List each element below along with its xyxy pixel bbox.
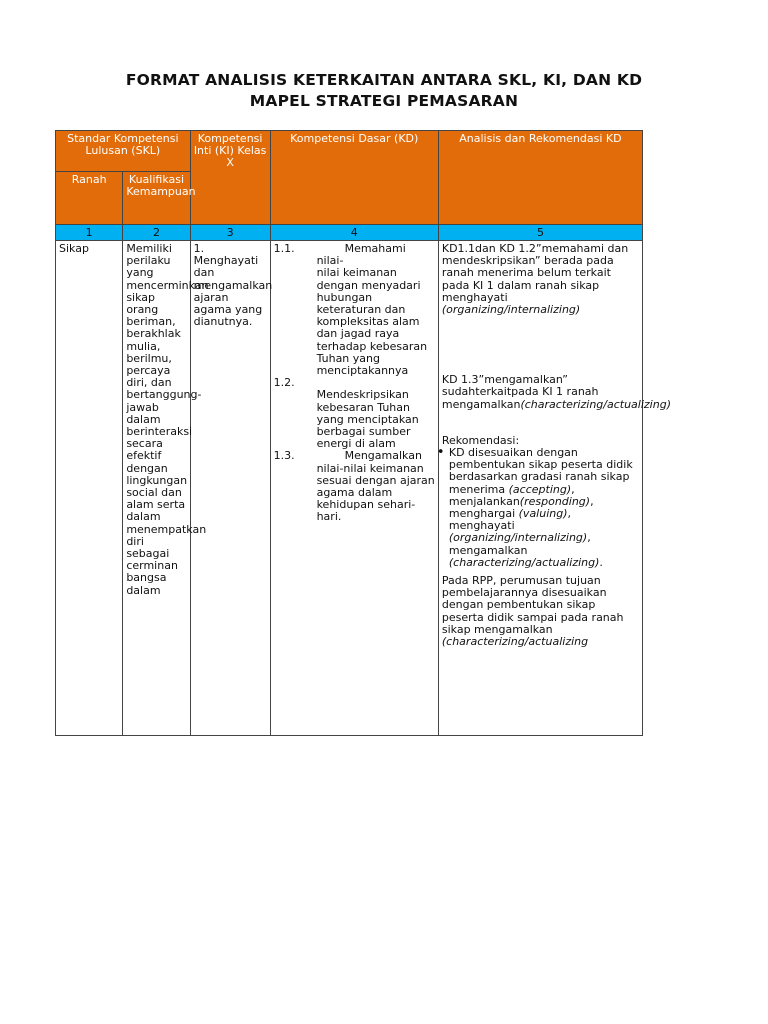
header-row-1 [56, 131, 643, 172]
header-kd: Kompetensi Dasar (KD) [270, 131, 438, 225]
header-ranah: Ranah [56, 172, 123, 225]
header-skl: Standar Kompetensi Lulusan (SKL) [56, 131, 191, 172]
column-number-5: 5 [438, 225, 642, 241]
analysis-paragraph-1: KD1.1dan KD 1.2”memahami dan mendeskripsikan” berada pada ranah menerima belum terkait pada KI 1 dalam ranah sikap menghayati (organizing/internalizing) [441, 242, 629, 317]
cell-kualifikasi: Memiliki perilaku yang mencerminkan sikap orang beriman, berakhlak mulia, berilmu, percaya diri, dan bertanggung-jawab dalam berinteraksi secara efektif dengan lingkungan social dan alam serta dalam menempatkan diri sebagai cerminan bangsa dalam [123, 241, 190, 736]
analysis-paragraph-2: KD 1.3”mengamalkan” sudahterkaitpada KI 1 ranah mengamalkan(characterizing/actualizing) [441, 373, 671, 411]
cell-kd [270, 241, 438, 736]
kd-item-3 [274, 450, 435, 523]
kd-text: nilai-nilai keimanan sesuai dengan ajaran agama dalam kehidupan sehari-hari. [316, 461, 435, 524]
header-kualifikasi: Kualifikasi Kemampuan [123, 172, 190, 225]
kd-text: nilai keimanan dengan menyadari hubungan keteraturan dan kompleksitas alam dan jagad raya terhadap kebesaran Tuhan yang menciptakannya [316, 266, 428, 378]
recommendation-label: Rekomendasi: [441, 433, 520, 447]
header-analisis: Analisis dan Rekomendasi KD [438, 131, 642, 225]
recommendation-bullet: • KD disesuaikan dengan pembentukan sikap peserta didik berdasarkan gradasi ranah sikap menerima (accepting), menjalankan(responding), menghargai (valuing), menghayati (organizing/internalizing), mengamalkan (characterizing/actualizing). [436, 445, 633, 569]
kd-number: 1.2. [273, 376, 295, 390]
kd-lead: Memahami nilai- [316, 242, 406, 268]
kd-number: 1.3. [273, 449, 295, 463]
kd-item-2 [274, 377, 435, 450]
kd-lead: Mendeskripsikan [316, 388, 409, 402]
column-number-1: 1 [56, 225, 123, 241]
kd-item-1 [274, 243, 435, 377]
column-number-row [56, 225, 643, 241]
analysis-table [55, 130, 671, 736]
header-ki: Kompetensi Inti (KI) Kelas X [190, 131, 270, 225]
document-title [40, 70, 728, 112]
kd-number: 1.1. [273, 242, 295, 255]
cell-analisis [436, 241, 671, 736]
cell-ki: 1. Menghayati dan mengamalkan ajaran agama yang dianutnya. [190, 241, 270, 736]
kd-lead: Mengamalkan [344, 449, 422, 463]
column-number-3: 3 [190, 225, 270, 241]
bullet-icon: • [436, 445, 445, 461]
title-line-1: FORMAT ANALISIS KETERKAITAN ANTARA SKL, KI, DAN KD [125, 71, 643, 89]
kd-text: kebesaran Tuhan yang menciptakan berbagai sumber energi di alam [316, 400, 419, 451]
column-number-4: 4 [270, 225, 438, 241]
column-number-2: 2 [123, 225, 190, 241]
cell-ranah: Sikap [56, 241, 123, 736]
title-line-2: MAPEL STRATEGI PEMASARAN [249, 92, 519, 110]
table-row [56, 241, 643, 736]
rpp-paragraph: Pada RPP, perumusan tujuan pembelajarannya disesuaikan dengan pembentukan sikap peserta didik sampai pada ranah sikap mengamalkan (characterizing/actualizing [441, 574, 624, 649]
